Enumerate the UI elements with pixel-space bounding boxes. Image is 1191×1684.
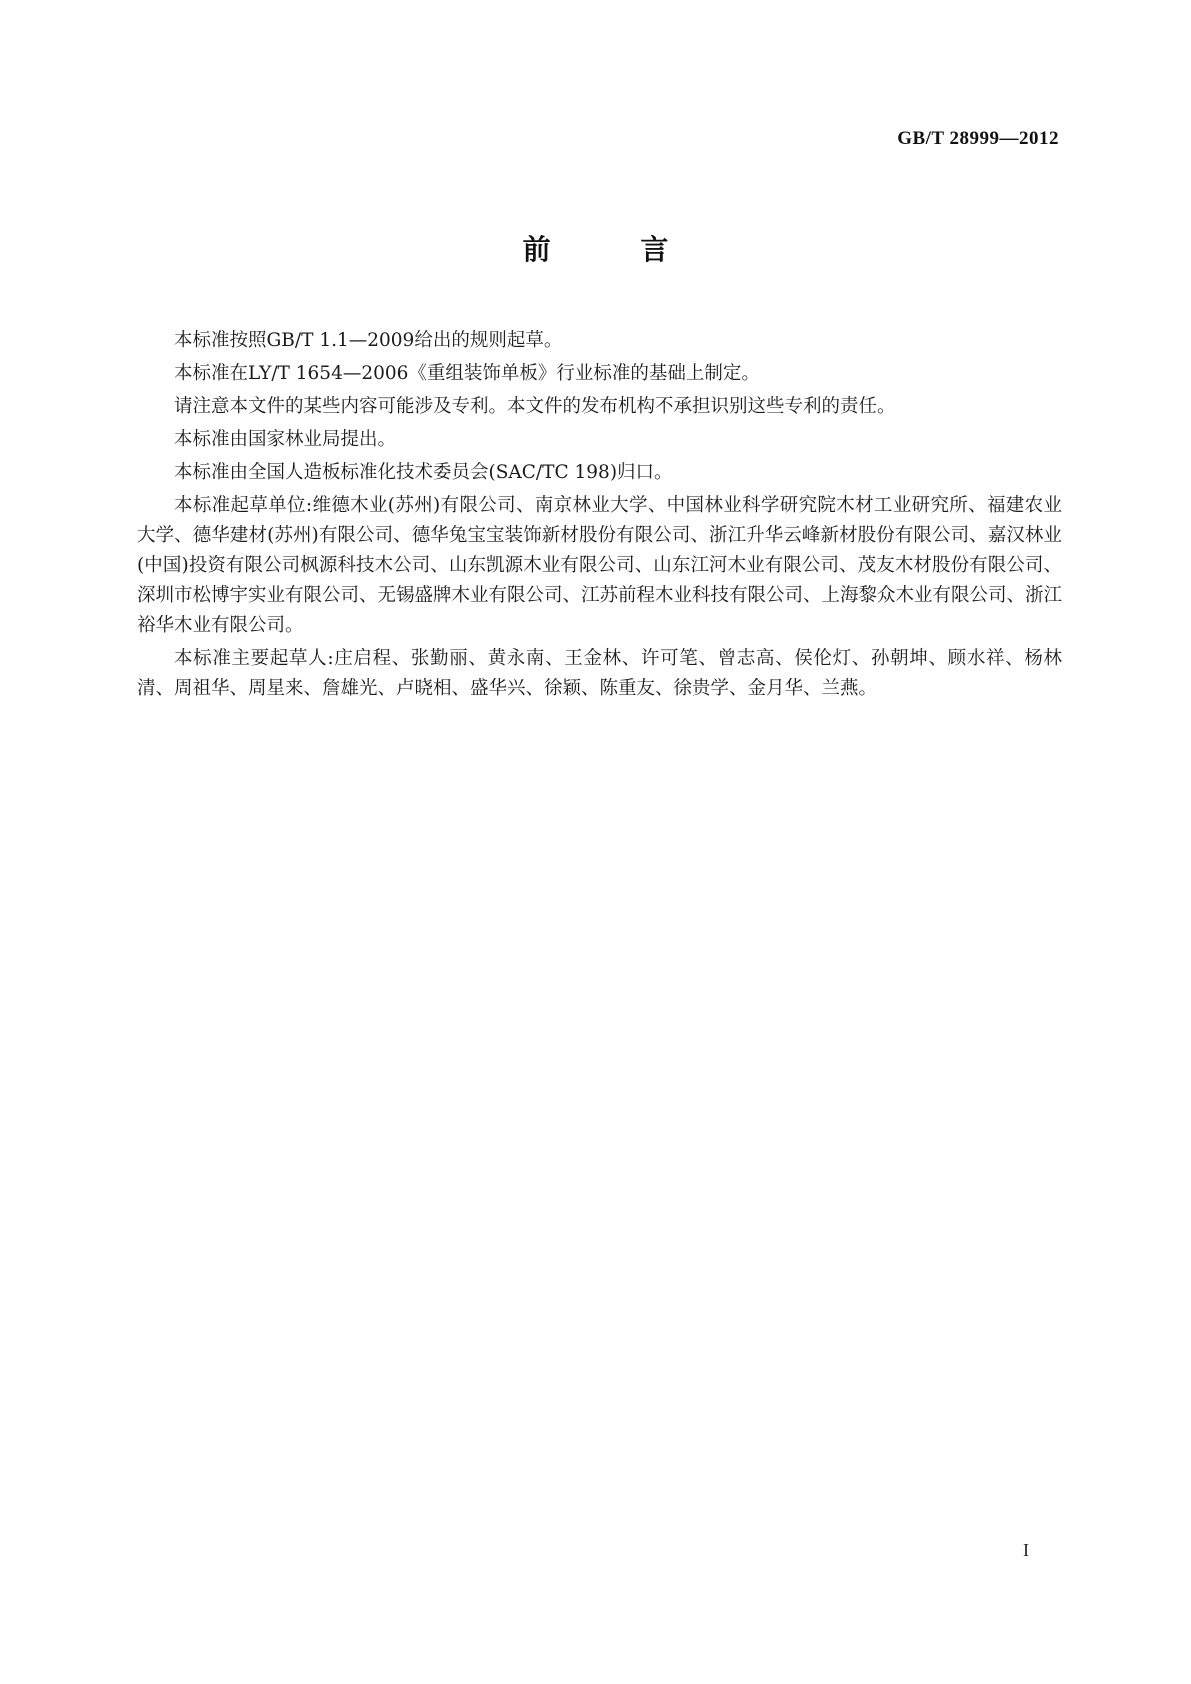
paragraph-centralized-by: 本标准由全国人造板标准化技术委员会(SAC/TC 198)归口。 (174, 462, 673, 483)
paragraph-based-on: 本标准在LY/T 1654—2006《重组装饰单板》行业标准的基础上制定。 (174, 363, 760, 384)
paragraph-patent-notice: 请注意本文件的某些内容可能涉及专利。本文件的发布机构不承担识别这些专利的责任。 (174, 396, 896, 417)
paragraph-drafting-units: 本标准起草单位:维德木业(苏州)有限公司、南京林业大学、中国林业科学研究院木材工业研究所、福建农业大学、德华建材(苏州)有限公司、德华兔宝宝装饰新材股份有限公司、浙江升华云峰新材股份有限公司、嘉汉林业(中国)投资有限公司枫源科技木公司、山东凯源木业有限公司、山东江河木业有限公司、茂友木材股份有限公司、深圳市松博宇实业有限公司、无锡盛牌木业有限公司、江苏前程木业科技有限公司、上海黎众木业有限公司、浙江裕华木业有限公司。 (137, 495, 1063, 636)
paragraph-drafting-rules: 本标准按照GB/T 1.1—2009给出的规则起草。 (174, 330, 563, 351)
paragraph-proposed-by: 本标准由国家林业局提出。 (174, 429, 397, 450)
document-number: GB/T 28999—2012 (897, 128, 1059, 149)
foreword-body (137, 326, 1062, 707)
page-title: 前 言 (522, 233, 709, 266)
page-number: I (1023, 1540, 1029, 1560)
paragraph-drafters: 本标准主要起草人:庄启程、张勤丽、黄永南、王金林、许可笔、曾志高、侯伦灯、孙朝坤、顾水祥、杨林清、周祖华、周星来、詹雄光、卢晓相、盛华兴、徐颖、陈重友、徐贵学、金月华、兰燕。 (137, 648, 1062, 699)
